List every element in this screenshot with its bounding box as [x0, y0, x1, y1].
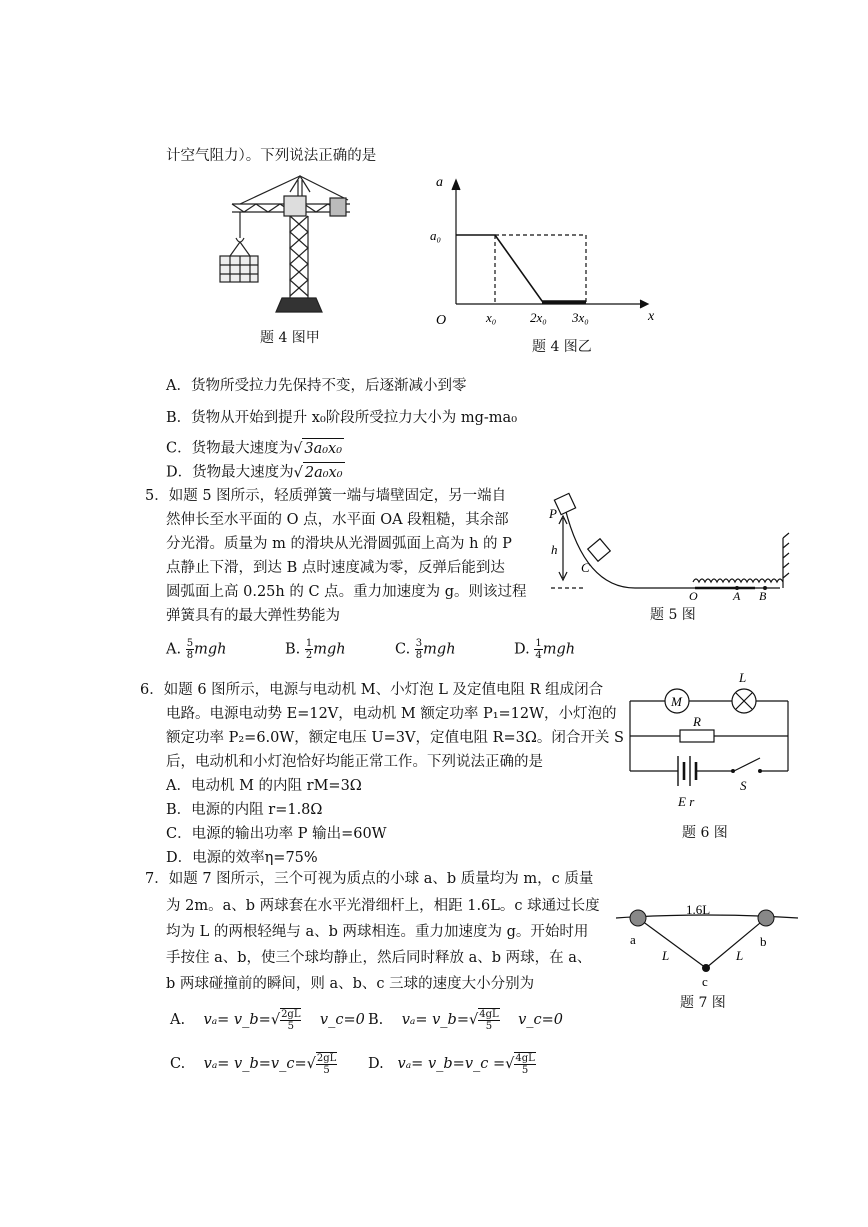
fig5-label-c: C: [581, 560, 590, 575]
q5-option-c: C. $\frac{3}{8}$ mgh: [395, 638, 456, 661]
q7-line-1: 7．如题 7 图所示，三个可视为质点的小球 a、b 质量均为 m，c 质量: [145, 871, 594, 887]
q7-line-2: 为 2m。a、b 两球套在水平光滑细杆上，相距 1.6L。c 球通过长度: [166, 898, 600, 914]
fig7-label-l1: L: [662, 948, 670, 963]
a0-label: a₀: [430, 228, 442, 243]
fig5-caption: 题 5 图: [650, 607, 696, 623]
q4-c-radicand: 3a₀x₀: [302, 438, 344, 459]
origin-label: O: [436, 313, 447, 327]
fig7-distance-label: 1.6L: [686, 902, 711, 917]
q6-option-a: A．电动机 M 的内阻 rM=3Ω: [166, 778, 362, 794]
x0-label: x₀: [486, 310, 497, 325]
q5-line-5: 圆弧面上高 0.25h 的 C 点。重力加速度为 g。则该过程: [166, 584, 527, 600]
fig5-label-p: P: [549, 506, 557, 521]
fig7-label-a: a: [630, 932, 636, 947]
axis-a-label: a: [436, 175, 443, 190]
q6-option-c: C．电源的输出功率 P 输出=60W: [166, 826, 387, 842]
q6-line-2: 电路。电源电动势 E=12V，电动机 M 额定功率 P₁=12W，小灯泡的: [166, 706, 617, 722]
2x0-label: 2x₀: [530, 310, 547, 325]
q6-option-d: D．电源的效率η=75%: [166, 850, 318, 866]
q5-option-d: D. $\frac{1}{4}$ mgh: [514, 638, 576, 661]
resistor-label: R: [693, 714, 701, 729]
q6-option-b: B．电源的内阻 r=1.8Ω: [166, 802, 323, 818]
fig6-caption: 题 6 图: [682, 825, 728, 841]
fig5-label-h: h: [551, 542, 558, 557]
intro-line: 计空气阻力）。下列说法正确的是: [166, 148, 377, 164]
q4-option-c: C．货物最大速度为√ 3a₀x₀: [166, 438, 344, 459]
q7-option-d: D. vₐ= v_b=v_c =√ $\frac{4gL}{5}$: [368, 1053, 535, 1076]
a-x-graph: [420, 172, 665, 327]
axis-x-label: x: [648, 309, 655, 324]
q5-option-a: A. $\frac{5}{8}$ mgh: [166, 638, 227, 661]
fig4b-caption: 题 4 图乙: [532, 339, 592, 355]
fig7-label-l2: L: [736, 948, 744, 963]
fig5-label-b: B: [759, 589, 767, 600]
q7-line-4: 手按住 a、b，使三个球均静止，然后同时释放 a、b 两球，在 a、: [166, 950, 592, 966]
3x0-label: 3x₀: [572, 310, 589, 325]
switch-label: S: [740, 778, 747, 793]
q5-line-4: 点静止下滑，到达 B 点时速度减为零，反弹后能到达: [166, 560, 505, 576]
q6-line-1: 6．如题 6 图所示，电源与电动机 M、小灯泡 L 及定值电阻 R 组成闭合: [140, 682, 604, 698]
source-label: E r: [678, 794, 695, 809]
motor-label: M: [671, 694, 682, 709]
q7-option-c: C. vₐ= v_b=v_c=√ $\frac{2gL}{5}$: [170, 1053, 337, 1076]
fig4a-caption: 题 4 图甲: [260, 330, 320, 346]
crane-figure: [210, 172, 360, 322]
fig7-caption: 题 7 图: [680, 995, 726, 1011]
q5-line-3: 分光滑。质量为 m 的滑块从光滑圆弧面上高为 h 的 P: [166, 536, 512, 552]
q5-line-6: 弹簧具有的最大弹性势能为: [166, 608, 340, 624]
fig5-label-a: A: [733, 589, 741, 600]
q7-option-a: A. vₐ= v_b=√ $\frac{2gL}{5}$ v_c=0: [170, 1009, 365, 1032]
q4-option-a: A．货物所受拉力先保持不变，后逐渐减小到零: [166, 378, 467, 394]
q6-line-3: 额定功率 P₂=6.0W，额定电压 U=3V，定值电阻 R=3Ω。闭合开关 S: [166, 730, 624, 746]
q4-option-b: B．货物从开始到提升 x₀阶段所受拉力大小为 mg-ma₀: [166, 410, 518, 426]
q7-line-5: b 两球碰撞前的瞬间，则 a、b、c 三球的速度大小分别为: [166, 976, 535, 992]
q7-option-b: B. vₐ= v_b=√ $\frac{4gL}{5}$ v_c=0: [368, 1009, 564, 1032]
q5-line-1: 5．如题 5 图所示，轻质弹簧一端与墙壁固定，另一端自: [145, 488, 507, 504]
fig6-circuit: [620, 666, 800, 816]
lamp-label: L: [739, 670, 747, 685]
q6-line-4: 后，电动机和小灯泡恰好均能正常工作。下列说法正确的是: [166, 754, 543, 770]
q4-d-radicand: 2a₀x₀: [303, 462, 345, 483]
fig7-label-c: c: [702, 974, 708, 988]
fig5-label-o: O: [689, 589, 698, 600]
q4-option-d: D．货物最大速度为√ 2a₀x₀: [166, 462, 345, 483]
q7-line-3: 均为 L 的两根轻绳与 a、b 两球相连。重力加速度为 g。开始时用: [166, 924, 589, 940]
fig5-track-diagram: [545, 488, 795, 600]
q5-option-b: B. $\frac{1}{2}$ mgh: [285, 638, 346, 661]
fig7-label-b: b: [760, 934, 767, 949]
fig7-balls-diagram: [612, 898, 802, 988]
q5-line-2: 然伸长至水平面的 O 点，水平面 OA 段粗糙，其余部: [166, 512, 509, 528]
